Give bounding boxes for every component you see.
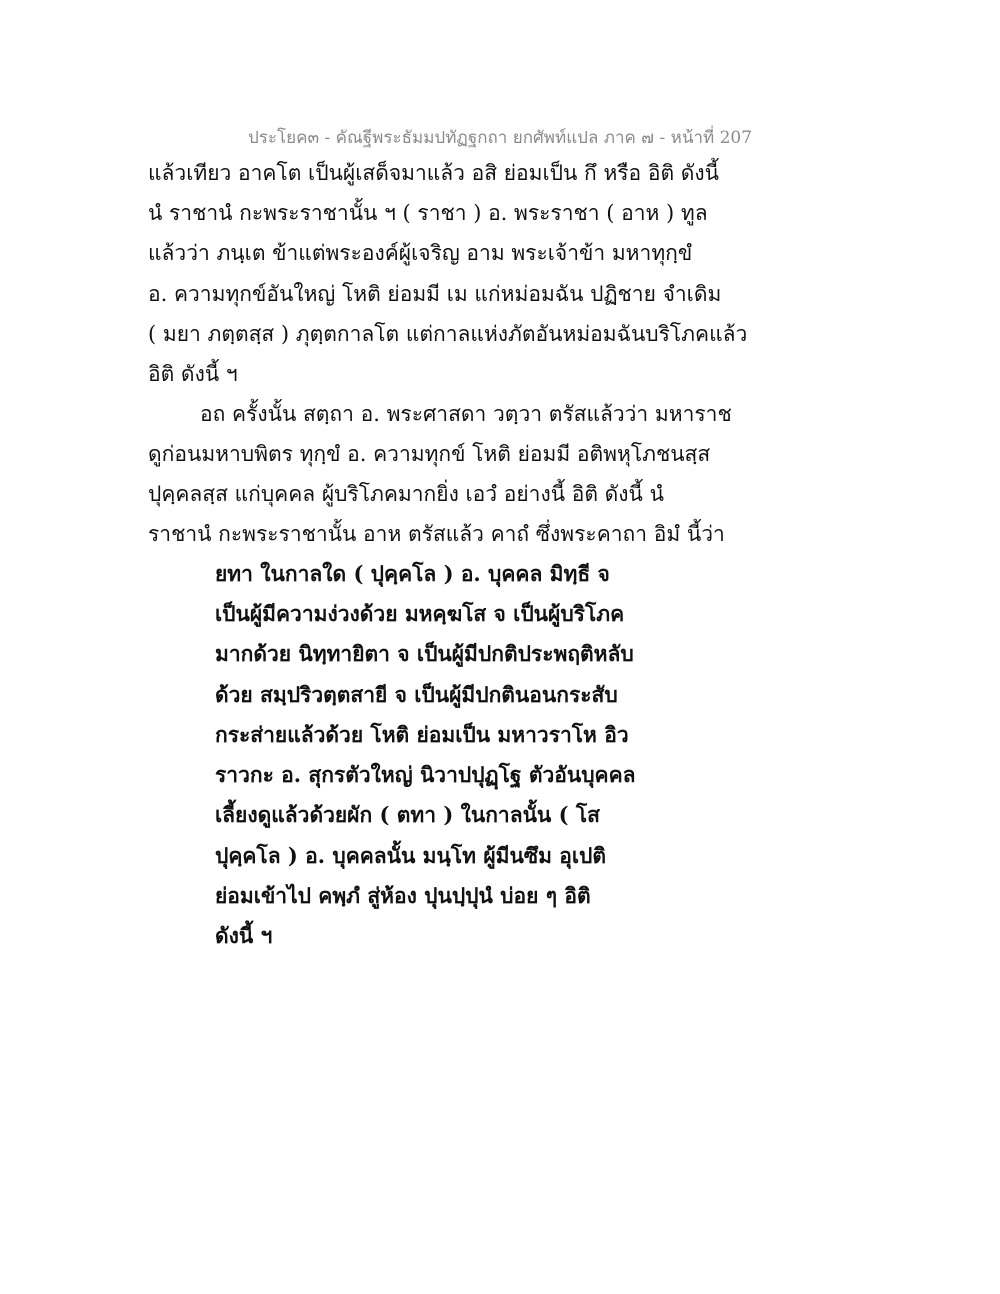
page-header: ประโยค๓ - คัณฐีพระธัมมปทัฏฐกถา ยกศัพท์แปล ภาค ๗ - หน้าที่ 207: [247, 128, 753, 148]
verse-line-9: ย่อมเข้าไป คพฺภํ สู่ห้อง ปุนปฺปุนํ บ่อย ๆ อิติ: [215, 883, 591, 908]
body-line-1: แล้วเทียว อาคโต เป็นผู้เสด็จมาแล้ว อสิ ย่อมเป็น กึ หรือ อิติ ดังนี้: [148, 161, 720, 185]
body-line-2: นํ ราชานํ กะพระราชานั้น ฯ ( ราชา ) อ. พระราชา ( อาห ) ทูล: [148, 201, 708, 225]
body-line-6: อิติ ดังนี้ ฯ: [148, 362, 238, 386]
verse-line-2: เป็นผู้มีความง่วงด้วย มหคฺฆโส จ เป็นผู้บริโภค: [215, 601, 625, 626]
body-line-5: ( มยา ภตฺตสฺส ) ภุตฺตกาลโต แต่กาลแห่งภัตอันหม่อมฉันบริโภคแล้ว: [148, 322, 748, 346]
verse-line-10: ดังนี้ ฯ: [215, 923, 273, 948]
verse-line-1: ยทา ในกาลใด ( ปุคฺคโล ) อ. บุคคล มิทฺธี จ: [215, 561, 610, 586]
paragraph2-line-1: อถ ครั้งนั้น สตฺถา อ. พระศาสดา วตฺวา ตรัสแล้วว่า มหาราช: [200, 402, 732, 426]
body-line-3: แล้วว่า ภนฺเต ข้าแต่พระองค์ผู้เจริญ อาม พระเจ้าข้า มหาทุกฺขํ: [148, 241, 693, 265]
verse-line-5: กระส่ายแล้วด้วย โหติ ย่อมเป็น มหาวราโห อิว: [215, 722, 629, 747]
verse-line-4: ด้วย สมฺปริวตฺตสายี จ เป็นผู้มีปกตินอนกระสับ: [215, 682, 618, 707]
verse-line-8: ปุคฺคโล ) อ. บุคคลนั้น มนฺโท ผู้มีนซึม อุเปติ: [215, 843, 606, 868]
body-line-4: อ. ความทุกข์อันใหญ่ โหติ ย่อมมี เม แก่หม่อมฉัน ปฏิชาย จำเดิม: [148, 282, 722, 306]
verse-line-6: ราวกะ อ. สุกรตัวใหญ่ นิวาปปุฏฺโฐ ตัวอันบุคคล: [215, 762, 636, 787]
paragraph2-line-4: ราชานํ กะพระราชานั้น อาห ตรัสแล้ว คาถํ ซึ่งพระคาถา อิมํ นี้ว่า: [148, 522, 725, 546]
verse-line-3: มากด้วย นิทฺทายิตา จ เป็นผู้มีปกติประพฤติหลับ: [215, 641, 634, 666]
paragraph2-line-2: ดูก่อนมหาบพิตร ทุกฺขํ อ. ความทุกข์ โหติ ย่อมมี อติพหุโภชนสฺส: [148, 442, 711, 466]
verse-line-7: เลี้ยงดูแล้วด้วยผัก ( ตทา ) ในกาลนั้น ( โส: [215, 802, 600, 827]
paragraph2-line-3: ปุคฺคลสฺส แก่บุคคล ผู้บริโภคมากยิ่ง เอวํ อย่างนี้ อิติ ดังนี้ นํ: [148, 482, 664, 506]
